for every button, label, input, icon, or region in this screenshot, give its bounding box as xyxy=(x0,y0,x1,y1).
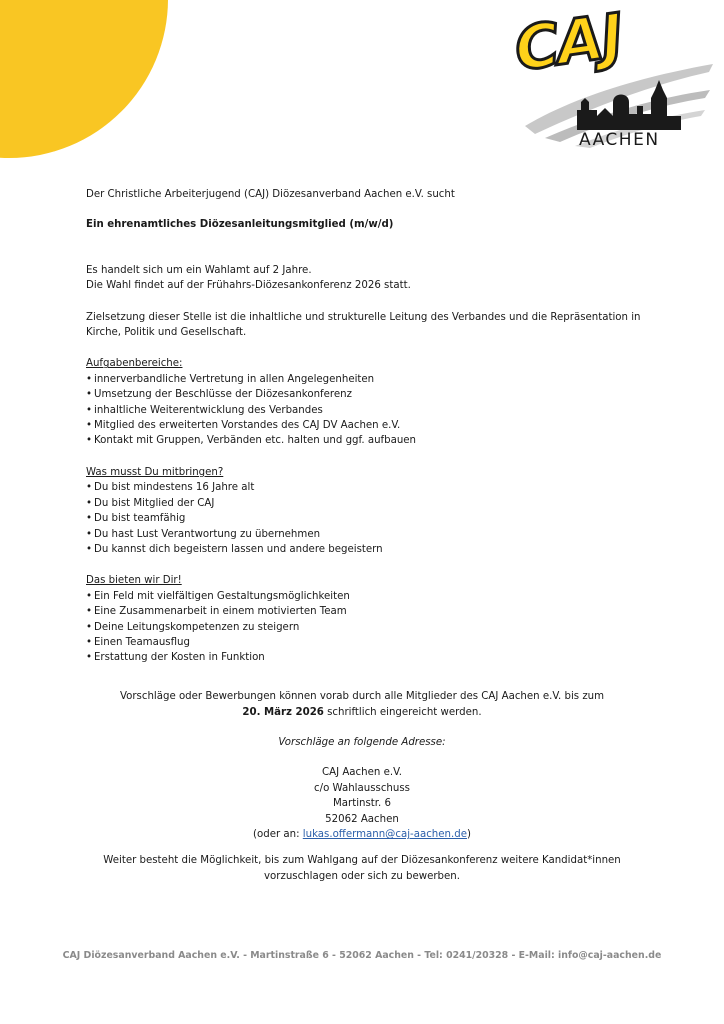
address-block xyxy=(86,765,638,843)
caj-aachen-logo xyxy=(505,0,717,156)
offers-list xyxy=(86,589,646,666)
list-item: • Ein Feld mit vielfältigen Gestaltungsmöglichkeiten xyxy=(86,589,646,604)
closing-block xyxy=(86,853,638,884)
address-city: 52062 Aachen xyxy=(325,813,399,825)
logo-wordmark: CAJ xyxy=(510,0,627,86)
term-line-2: Die Wahl findet auf der Frühahrs-Diözesankonferenz 2026 statt. xyxy=(86,280,411,292)
list-item: • Eine Zusammenarbeit in einem motivierten Team xyxy=(86,604,646,619)
list-item: • Umsetzung der Beschlüsse der Diözesankonferenz xyxy=(86,387,646,402)
closing-line-2: vorzuschlagen oder sich zu bewerben. xyxy=(264,870,460,882)
submission-line-2-rest: schriftlich eingereicht werden. xyxy=(323,706,482,718)
submission-line-1: Vorschläge oder Bewerbungen können vorab durch alle Mitglieder des CAJ Aachen e.V. bis zum xyxy=(119,691,605,702)
list-item: • Du bist mindestens 16 Jahre alt xyxy=(86,480,646,495)
submission-line-2 xyxy=(86,705,638,721)
list-item: • Deine Leitungskompetenzen zu steigern xyxy=(86,620,646,635)
decorative-sun xyxy=(0,0,168,158)
address-co: c/o Wahlausschuss xyxy=(314,782,410,794)
offers-heading: Das bieten wir Dir! xyxy=(86,575,182,587)
term-line-1: Es handelt sich um ein Wahlamt auf 2 Jahre. xyxy=(86,264,312,276)
address-intro: Vorschläge an folgende Adresse: xyxy=(278,737,446,748)
address-alt xyxy=(86,827,638,843)
tasks-heading: Aufgabenbereiche: xyxy=(86,358,183,370)
submission-info xyxy=(86,689,638,720)
position-title: Ein ehrenamtliches Diözesanleitungsmitglied (m/w/d) xyxy=(86,219,394,231)
list-item: • innerverbandliche Vertretung in allen Angelegenheiten xyxy=(86,372,646,387)
deadline-date: 20. März 2026 xyxy=(242,706,324,718)
job-posting-body xyxy=(86,187,646,666)
list-item: • Du hast Lust Verantwortung zu übernehmen xyxy=(86,527,646,542)
requirements-heading: Was musst Du mitbringen? xyxy=(86,466,224,478)
list-item: • Mitglied des erweiterten Vorstandes des CAJ DV Aachen e.V. xyxy=(86,418,646,433)
footer: CAJ Diözesanverband Aachen e.V. - Martinstraße 6 - 52062 Aachen - Tel: 0241/20328 - E-Mail: info@caj-aachen.de xyxy=(62,950,662,961)
address-street: Martinstr. 6 xyxy=(332,798,391,810)
list-item: • Einen Teamausflug xyxy=(86,635,646,650)
list-item: • Du bist teamfähig xyxy=(86,511,646,526)
list-item: • inhaltliche Weiterentwicklung des Verbandes xyxy=(86,403,646,418)
list-item: • Du bist Mitglied der CAJ xyxy=(86,496,646,511)
requirements-list xyxy=(86,480,646,557)
address-alt-prefix: (oder an: xyxy=(253,829,303,841)
list-item: • Kontakt mit Gruppen, Verbänden etc. halten und ggf. aufbauen xyxy=(86,433,646,448)
address-alt-suffix: ) xyxy=(466,829,471,841)
intro-text: Der Christliche Arbeiterjugend (CAJ) Diözesanverband Aachen e.V. sucht xyxy=(86,189,455,200)
goal-line-1: Zielsetzung dieser Stelle ist die inhaltliche und strukturelle Leitung des Verbandes und die Repräsentation in xyxy=(86,311,641,323)
closing-line-1: Weiter besteht die Möglichkeit, bis zum Wahlgang auf der Diözesankonferenz weitere Kandidat*innen xyxy=(103,855,621,866)
logo-city: AACHEN xyxy=(579,130,660,150)
tasks-list xyxy=(86,372,646,449)
email-link[interactable]: lukas.offermann@caj-aachen.de xyxy=(302,829,467,841)
address-org: CAJ Aachen e.V. xyxy=(322,767,402,778)
list-item: • Erstattung der Kosten in Funktion xyxy=(86,650,646,665)
list-item: • Du kannst dich begeistern lassen und andere begeistern xyxy=(86,542,646,557)
address-intro-block xyxy=(86,735,638,751)
goal-line-2: Kirche, Politik und Gesellschaft. xyxy=(86,327,247,339)
